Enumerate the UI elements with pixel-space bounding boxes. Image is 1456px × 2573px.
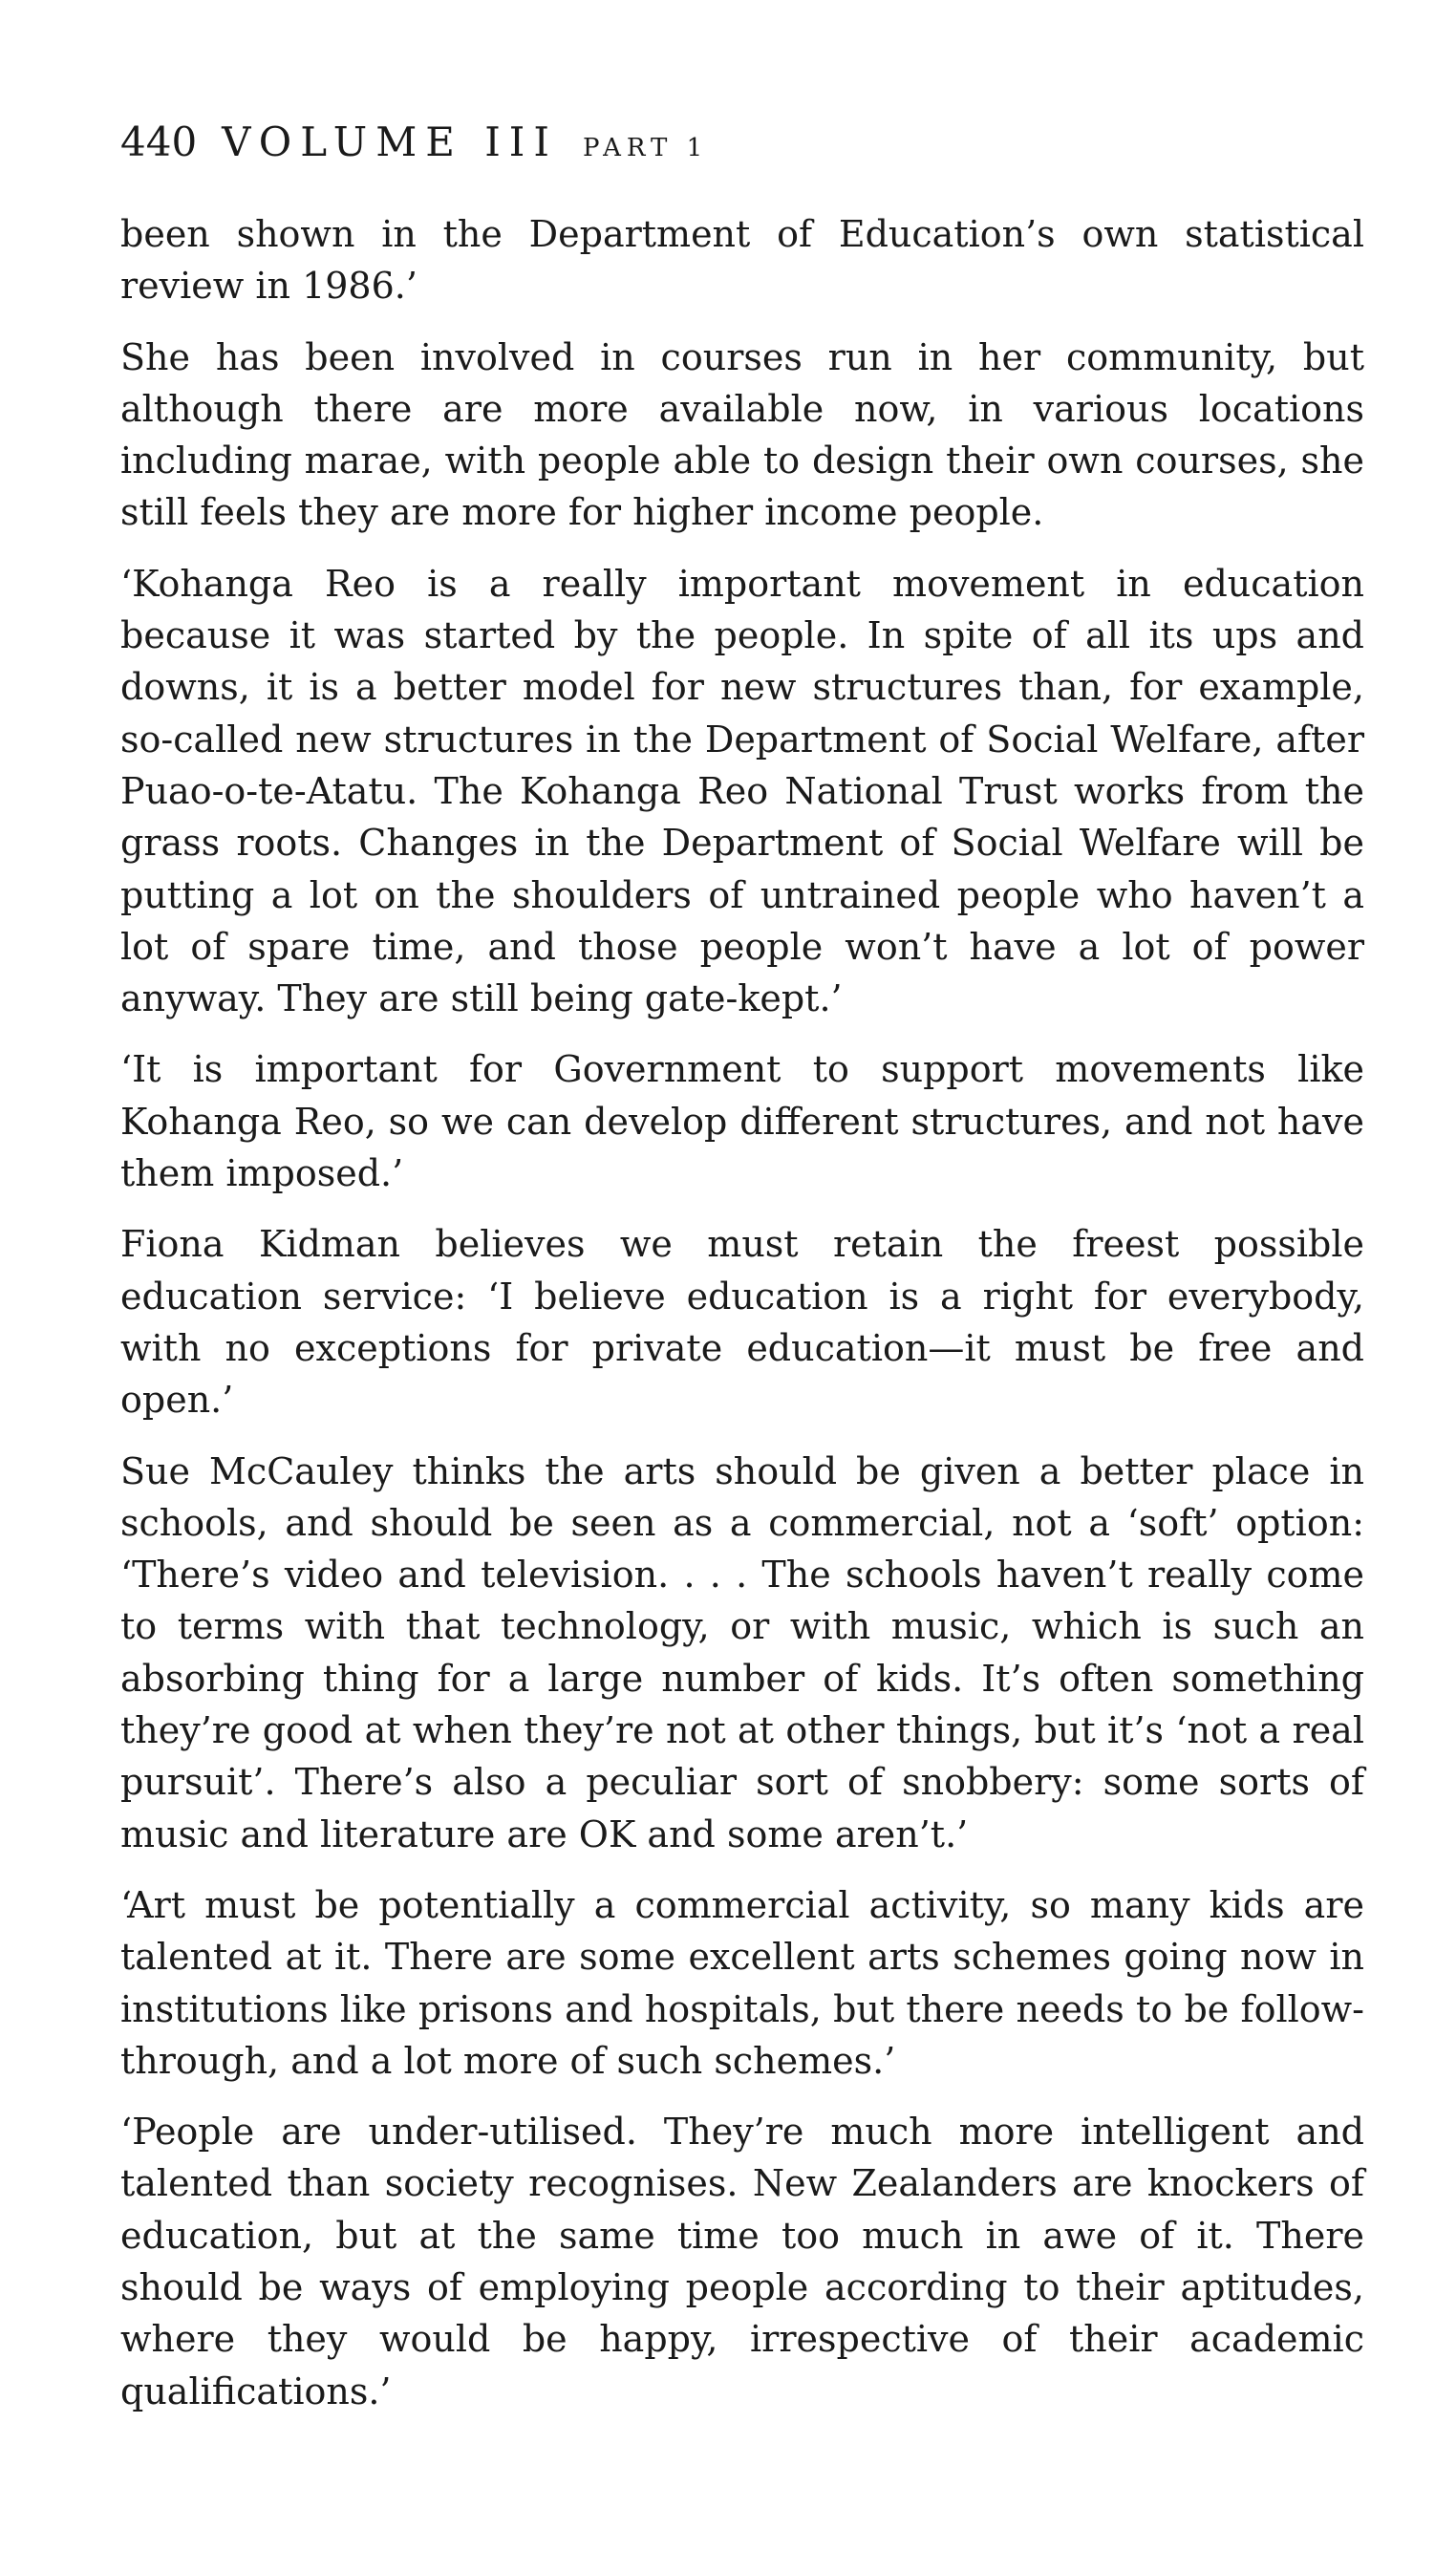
paragraph-1: been shown in the Department of Education’s own statistical review in 1986.’	[120, 213, 1364, 308]
body-text	[120, 208, 1364, 2436]
paragraph-6: Sue McCauley thinks the arts should be given a better place in schools, and should be seen as a commercial, not a ‘soft’ option: ‘There’s video and television. . . . The schools haven’t really come to terms with that technology, or with music, which is such an absorbing thing for a large number of kids. It’s often something they’re good at when they’re not at other things, but it’s ‘not a real pursuit’. There’s also a peculiar sort of snobbery: some sorts of music and literature are OK and some aren’t.’	[120, 1449, 1364, 1855]
part-label: PART 1	[582, 134, 709, 162]
paragraph-4: ‘It is important for Government to support movements like Kohanga Reo, so we can develop different structures, and not have them imposed.’	[120, 1048, 1364, 1195]
paragraph-8: ‘People are under-utilised. They’re much more intelligent and talented than society recognises. New Zealanders are knockers of education, but at the same time too much in awe of it. There should be ways of employing people according to their aptitudes, where they would be happy, irrespective of their academic qualifications.’	[120, 2111, 1364, 2412]
page-number: 440	[120, 118, 198, 165]
paragraph-7: ‘Art must be potentially a commercial activity, so many kids are talented at it. There are some excellent arts schemes going now in institutions like prisons and hospitals, but there needs to be follow-through, and a lot more of such schemes.’	[120, 1883, 1364, 2082]
paragraph-3: ‘Kohanga Reo is a really important movement in education because it was started by the people. In spite of all its ups and downs, it is a better model for new structures than, for example, so-called new structures in the Department of Social Welfare, after Puao-o-te-Atatu. The Kohanga Reo National Trust works from the grass roots. Changes in the Department of Social Welfare will be putting a lot on the shoulders of untrained people who haven’t a lot of spare time, and those people won’t have a lot of power anyway. They are still being gate-kept.’	[120, 562, 1364, 1020]
paragraph-5: Fiona Kidman believes we must retain the freest possible education service: ‘I believe education is a right for everybody, with no exceptions for private education—it must be free and open.’	[120, 1223, 1364, 1422]
paragraph-2: She has been involved in courses run in her community, but although there are more available now, in various locations including marae, with people able to design their own courses, she still feels they are more for higher income people.	[120, 335, 1364, 534]
running-head	[120, 118, 709, 165]
volume-label: VOLUME III	[222, 118, 558, 165]
